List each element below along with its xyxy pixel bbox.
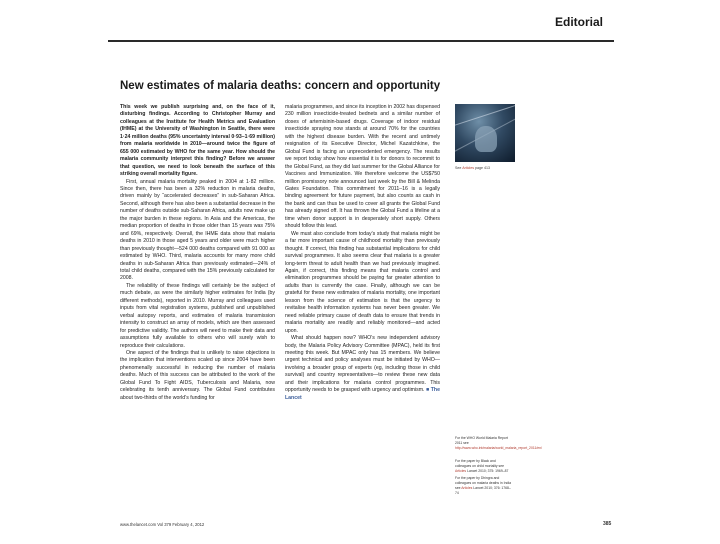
- article-title: New estimates of malaria deaths: concern and opportunity: [120, 80, 441, 92]
- article-paragraph: First, annual malaria mortality peaked in 2004 at 1·82 million. Since then, there has been a 32% reduction in malaria deaths, driven mainly by “accelerated decreases” in sub-Saharan Africa. Second, although there has also been a substantial decrease in the number of deaths outside sub-Saharan Africa, adults now make up the major burden in these regions. In Asia and the Americas, the median proportion of deaths in those older than 15 years was 75% and 69%, respectively. Overall, the IHME data show that malaria deaths in 2010 in those aged 5 years and older were much higher than previously thought—524 000 deaths compared with 91 000 as estimated by WHO. Third, malaria accounts for many more child deaths in sub-Saharan Africa than previously estimated—24% of total child deaths, compared with the 15% previously calculated for 2008.: [120, 178, 275, 282]
- section-header: Editorial: [555, 15, 604, 29]
- sidenote: For the paper by Dhingra and colleagues on malaria deaths in India see Articles Lancet 2010; 376: 1768–74: [455, 476, 511, 495]
- article-paragraph: We must also conclude from today’s study that malaria might be a far more important cause of childhood mortality than previously thought. If correct, this finding has substantial implications for child survival programmes. It also seems clear that malaria is a greater long-term threat to adult health than we had previously imagined. Again, if correct, this finding means that malaria control and elimination programmes should be paying far greater attention to adults than is currently the case. Finally, although we can be grateful for these new estimates of malaria mortality, one important lesson from the science of estimation is that the urgency to revitalise health information systems has never been greater. We need reliable primary cause of death data to ensure that trends in malaria mortality are readily and reliably monitored—and acted upon.: [285, 230, 440, 334]
- article-column-2: [285, 104, 440, 544]
- article-paragraph: The reliability of these findings will certainly be the subject of much debate, as were the similarly higher estimates for India (by different methods), reported in 2010. Murray and colleagues used inputs from vital registration systems, published and unpublished verbal autopsy reports, and estimates of malaria transmission intensity to construct an array of models, which are then assessed for predictive validity. The authors will need to make their data and assumptions fully available to others who will surely wish to reproduce their calculations.: [120, 282, 275, 349]
- article-paragraph: [285, 335, 440, 402]
- paragraph-text: What should happen now? WHO’s new independent advisory body, the Malaria Policy Advisory Committee (MPAC), held its first meeting this week. But MPAC only has 15 members. We believe urgent technical and policy analyses must be initiated by WHO—involving a broader group of experts (eg, including those in child survival) and country representatives—to review these new data and their implications for malaria control programmes. This opportunity needs to be grasped with urgency and optimism.: [285, 335, 440, 394]
- caption-link[interactable]: Articles: [462, 166, 474, 170]
- article-paragraph: One aspect of the findings that is unlikely to raise objections is the implication that interventions scaled up since 2004 have been phenomenally successful in reducing the number of malaria deaths. Much of this success can be attributed to the work of the Global Fund To Fight AIDS, Tuberculosis and Malaria, now celebrating its tenth anniversary. The Global Fund contributes about two-thirds of the world’s funding for: [120, 349, 275, 401]
- sidenote: For the WHO World Malaria Report 2011 see http://www.who.int/malaria/world_malaria_report_2011/en/: [455, 436, 543, 450]
- sidenote-link[interactable]: Articles: [461, 486, 473, 490]
- sidenote-link[interactable]: http://www.who.int/malaria/world_malaria_report_2011/en/: [455, 446, 543, 450]
- footer-journal-info: www.thelancet.com Vol 379 February 4, 2012: [120, 522, 205, 527]
- sidenote: For the paper by Black and colleagues on child mortality see Articles Lancet 2010; 375: 1969–87: [455, 459, 509, 473]
- header-rule: [108, 40, 614, 42]
- signature: ■ The Lancet: [285, 387, 440, 401]
- sleeping-figure: [475, 126, 497, 152]
- article-paragraph: malaria programmes, and since its inception in 2002 has dispensed 230 million insecticide-treated bednets and a similar number of doses of artemisinin-based drugs. Coverage of indoor residual insecticide spraying now stands at around 70% for the countries with the highest disease burden. With the recent and untimely resignation of its Executive Director, Michel Kazatchkine, the Global Fund is facing an unprecedented emergency. The results we report today show how essential it is for donors to recommit to the Global Fund, as they did last summer for the Global Alliance for Vaccines and Immunization. We therefore welcome the US$750 million promissory note announced last week by the Bill & Melinda Gates Foundation. This commitment for 2011–16 is a legally binding agreement for future payment, but also counts as cash in the bank and can thus be used to cover all grants the Global Fund has already signed off. It has thrown the Global Fund a lifeline at a time when donor support is in desperately short supply. Others should follow this lead.: [285, 104, 440, 230]
- sidenote-link[interactable]: Articles: [455, 469, 467, 473]
- page-number: 385: [603, 521, 612, 527]
- photo-caption: See Articles page 413: [455, 166, 490, 170]
- article-paragraph: This week we publish surprising and, on the face of it, disturbing findings. According to Christopher Murray and colleagues at the Institute for Health Metrics and Evaluation (IHME) at the University of Washington in Seattle, there were 1·24 million deaths (95% uncertainty interval 0·93–1·69 million) from malaria worldwide in 2010—around twice the figure of 655 000 estimated by WHO for the same year. How should the malaria community interpret this finding? Before we answer that question, we need to look beneath the surface of this striking overall mortality figure.: [120, 104, 275, 178]
- article-column-1: [120, 104, 275, 544]
- article-photo: [455, 104, 515, 162]
